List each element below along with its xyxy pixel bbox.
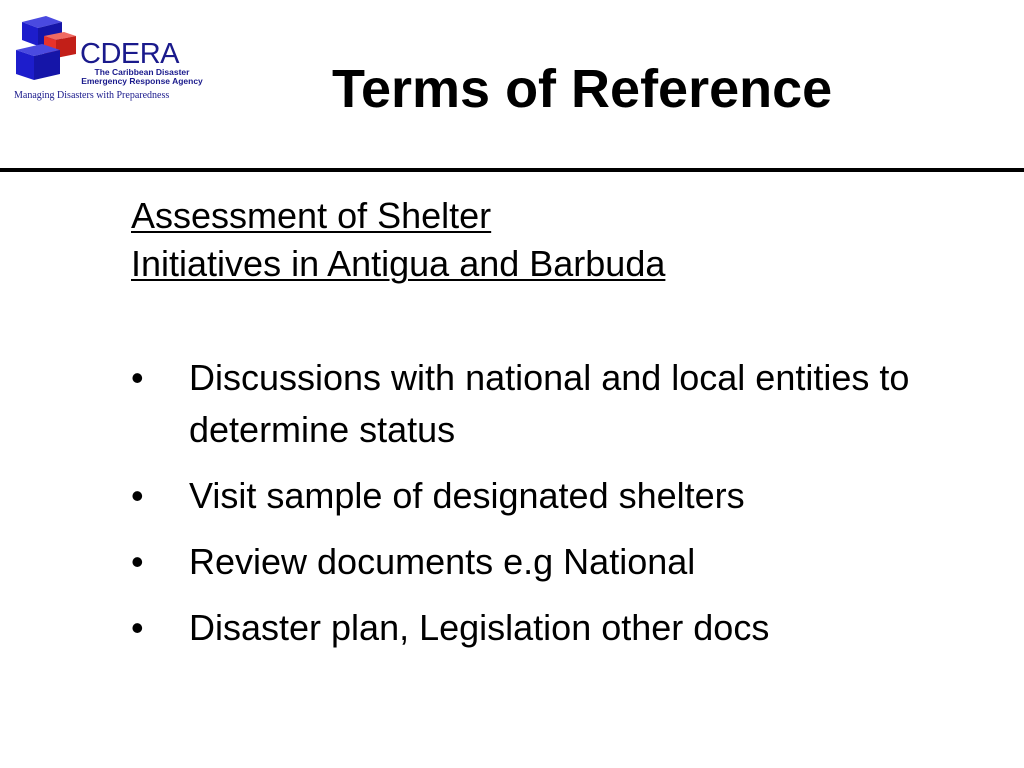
bullet-list (131, 352, 991, 668)
bullet-dot: • (131, 357, 144, 398)
logo-agency-line1: The Caribbean Disaster (94, 67, 190, 77)
subheading-line1: Assessment of Shelter (131, 195, 492, 236)
title-divider (0, 168, 1024, 172)
bullet-dot: • (131, 475, 144, 516)
cdera-logo (14, 14, 210, 101)
logo-agency-name (74, 68, 210, 86)
subheading (131, 192, 665, 288)
bullet-text: Disaster plan, Legislation other docs (189, 607, 770, 648)
bullet-text: Discussions with national and local entities to determine status (189, 357, 910, 450)
bullet-dot: • (131, 607, 144, 648)
logo-wordmark: CDERA (80, 38, 180, 70)
bullet-text: Visit sample of designated shelters (189, 475, 745, 516)
bullet-item (131, 352, 991, 456)
bullet-item (131, 602, 991, 654)
slide-title: Terms of Reference (332, 59, 833, 119)
logo-tagline: Managing Disasters with Preparedness (14, 90, 170, 101)
bullet-item (131, 470, 991, 522)
subheading-line2: Initiatives in Antigua and Barbuda (131, 243, 666, 284)
bullet-dot: • (131, 541, 144, 582)
logo-agency-line2: Emergency Response Agency (81, 76, 203, 86)
bullet-item (131, 536, 991, 588)
bullet-text: Review documents e.g National (189, 541, 696, 582)
